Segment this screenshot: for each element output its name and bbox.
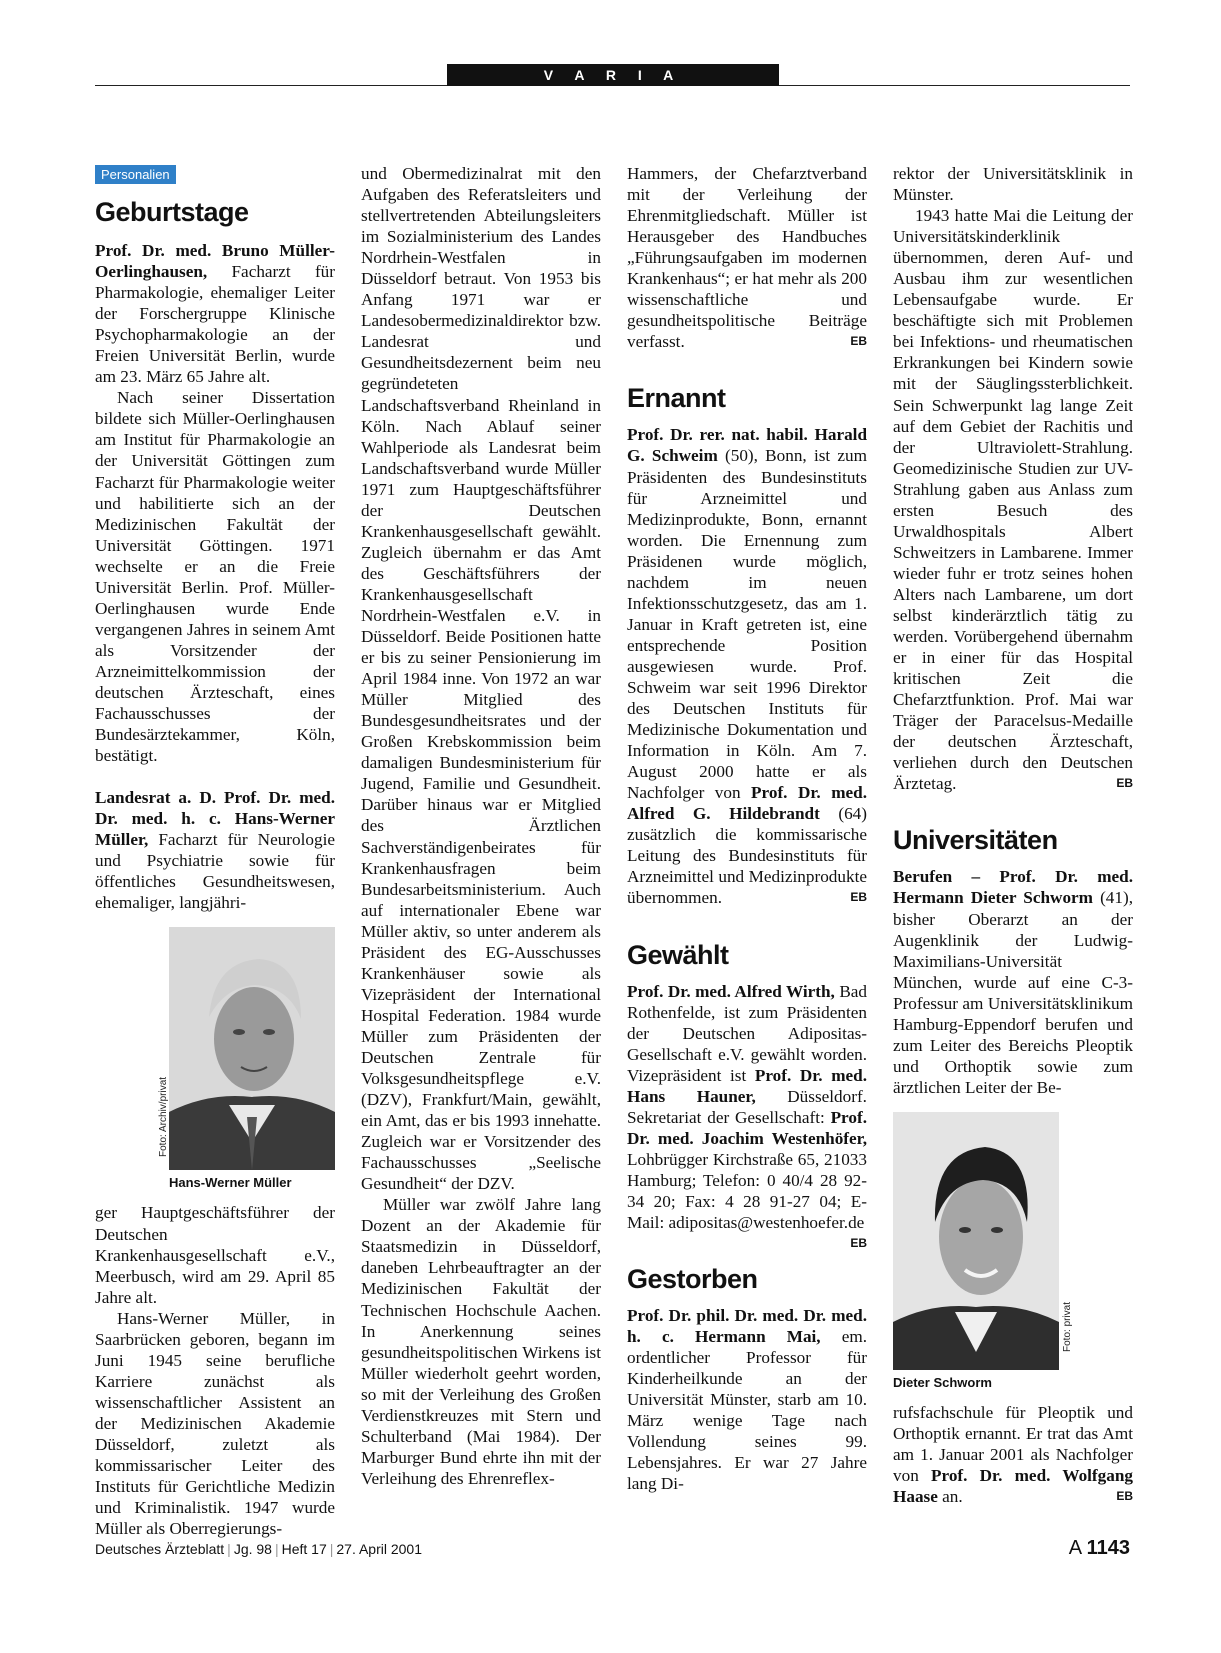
paragraph <box>95 787 335 913</box>
portrait-dieter-schworm <box>893 1112 1073 1392</box>
paragraph <box>627 163 867 352</box>
paragraph-text: an. <box>937 1487 963 1507</box>
heading-gestorben: Gestorben <box>627 1264 758 1295</box>
author-initials: EB <box>850 334 867 349</box>
paragraph <box>627 981 868 1251</box>
column-4 <box>893 163 1133 1507</box>
author-initials: EB <box>1116 1489 1133 1504</box>
paragraph-text: Lohbrügger Kirchstraße 65, 21033 Hamburg; Telefon: 0 40/4 28 92-34 20; Fax: 4 28 91-27 04; E-Mail: adipositas@westenhoefer.de <box>627 1149 867 1233</box>
paragraph-text: 1943 hatte Mai die Leitung der Universitätskinderklinik übernommen, deren Auf- und Ausbau ihm zur wesentlichen Lebensaufgabe wurde. Er beschäftigte sich mit Problemen bei Infektions- und rheumatischen Erkrankungen bei Kindern sowie mit der Säuglingssterblichkeit. Sein Schwerpunkt lag lange Zeit auf dem Gebiet der Rachitis und der Ultraviolett-Strahlung. Geomedizinische Studien zur UV-Strahlung gaben aus Anlass zum ersten Besuch des Urwaldhospitals Albert Schweitzers in Lambarene. Immer wieder fuhr er trotz seines hohen Alters nach Lambarene, um dort selbst kinderärztlich tätig zu werden. Vorübergehend übernahm er in einer für das Hospital kritischen Zeit die Chefarztfunktion. Prof. Mai war Träger der Paracelsus-Medaille der deutschen Ärzteschaft, verliehen durch den Deutschen Ärztetag. <box>893 206 1133 794</box>
paragraph <box>893 1402 1133 1507</box>
page-prefix: A <box>1068 1537 1082 1559</box>
paragraph: Müller war zwölf Jahre lang Dozent an der Akademie für Staatsmedizin in Düsseldorf, daneben Lehrbeauftragter an der Medizinischen Fakultät der Technischen Hochschule Aachen. In Anerkennung seines gesundheitspolitischen Wirkens ist Müller wiederholt geehrt worden, so mit der Verleihung des Großen Verdienstkreuzes mit Stern und Schulterband (Mai 1984). Der Marburger Bund ehrte ihn mit der Verleihung des Ehrenreflex- <box>361 1195 601 1488</box>
column-3 <box>627 163 867 1494</box>
photo-credit: Foto: privat <box>1062 1301 1073 1352</box>
person-name: Prof. Dr. phil. Dr. med. Dr. med. h. c. Hermann Mai, <box>627 1306 867 1347</box>
heading-geburtstage: Geburtstage <box>95 197 249 227</box>
paragraph-text: Facharzt für Pharmakologie, ehemaliger Leiter der Forschergruppe Klinische Psychopharmakologie an der Freien Universität Berlin, wurde am 23. März 65 Jahre alt. <box>95 262 335 387</box>
portrait-hans-werner-mueller <box>158 927 335 1192</box>
paragraph <box>627 1305 867 1494</box>
paragraph-text: rufsfachschule für Pleoptik und Orthoptik ernannt. Er trat das Amt am 1. Januar 2001 als Nachfolger von <box>893 1402 1133 1486</box>
paragraph-text: Hammers, der Chefarztverband mit der Verleihung der Ehrenmitgliedschaft. Müller ist Herausgeber des Handbuches „Führungsaufgaben im modernen Krankenhaus“; er hat mehr als 200 wissenschaftliche und gesundheitspolitische Beiträge verfasst. <box>627 164 867 352</box>
person-name: Prof. Dr. rer. nat. habil. Harald G. Schweim <box>627 425 867 466</box>
issue: Heft 17 <box>281 1541 327 1557</box>
heading-ernannt: Ernannt <box>627 383 726 414</box>
section-label: V A R I A <box>447 64 779 86</box>
volume: Jg. 98 <box>233 1541 272 1557</box>
category-tag: Personalien <box>95 165 176 184</box>
author-initials: EB <box>850 890 867 905</box>
photo-caption: Dieter Schworm <box>893 1374 992 1390</box>
heading-universitaeten: Universitäten <box>893 825 1058 856</box>
author-initials: EB <box>1116 776 1133 791</box>
paragraph: Hans-Werner Müller, in Saarbrücken geboren, begann im Juni 1945 seine berufliche Karriere zunächst als wissenschaftlicher Assistent an der Medizinischen Akademie Düsseldorf, zuletzt als kommissarischer Leiter des Instituts für Gerichtliche Medizin und Kriminalistik. 1947 wurde Müller als Oberregierungs- <box>95 1308 335 1539</box>
separator: | <box>274 1541 279 1557</box>
paragraph-text: (50), Bonn, ist zum Präsidenten des Bundesinstituts für Arzneimittel und Medizinprodukte, Bonn, ernannt worden. Die Ernennung zum Präsidenen wurde möglich, nachdem im neuen Infektionsschutzgesetz, das am 1. Januar in Kraft getreten ist, eine entsprechende Position ausgewiesen wurde. Prof. Schweim war seit 1996 Direktor des Deutschen Instituts für Medizinische Dokumentation und Information in Köln. Am 7. August 2000 hatte er als Nachfolger von <box>627 446 867 803</box>
paragraph: rektor der Universitätsklinik in Münster. <box>893 164 1133 205</box>
paragraph-text: Düsseldorf. Sekretariat der Gesellschaft: <box>627 1086 867 1127</box>
paragraph: und Obermedizinalrat mit den Aufgaben des Referatsleiters und stellvertretenden Abteilungsleiters im Sozialministerium des Landes Nordrhein-Westfalen in Düsseldorf betraut. Von 1953 bis Anfang 1971 war er Landesobermedizinaldirektor bzw. Landesrat und Gesundheitsdezernent beim neu gegründeteten Landschaftsverband Rheinland in Köln. Nach Ablauf seiner Wahlperiode als Landesrat beim Landschaftsverband wurde Müller 1971 zum Hauptgeschäftsführer der Deutschen Krankenhausgesellschaft gewählt. Zugleich übernahm er das Amt des Geschäftsführers der Krankenhausgesellschaft Nordrhein-Westfalen e.V. in Düsseldorf. Beide Positionen hatte er bis zu seiner Pensionierung im April 1984 inne. Von 1972 an war Müller Mitglied des Bundesgesundheitsrates und der Großen Krebskommission beim damaligen Bundesministerium für Jugend, Familie und Gesundheit. Darüber hinaus war er Mitglied des Ärztlichen Sachverständigenbeirates für Krankenhausfragen beim Bundesarbeitsministerium. Auch auf internationaler Ebene war Müller aktiv, so unter anderem als Präsident des EG-Ausschusses Krankenhäuser sowie als Vizepräsident der International Hospital Federation. 1984 wurde Müller zum Präsidenten der Deutschen Zentrale für Volksgesundheitspflege e.V. (DZV), Frankfurt/Main, gewählt, ein Amt, das er bis 1993 innehatte. Zugleich war er Vorsitzender des Fachausschusses „Seelische Gesundheit“ der DZV. <box>361 164 601 1194</box>
photo-caption: Hans-Werner Müller <box>169 1175 292 1191</box>
column-2 <box>361 163 601 1489</box>
journal-name: Deutsches Ärzteblatt <box>95 1541 225 1557</box>
paragraph-text: Facharzt für Neurologie und Psychiatrie sowie für öffentliches Gesundheitswesen, ehemaliger, langjähri- <box>95 830 335 913</box>
person-name: Prof. Dr. med. Bruno Müller-Oerlinghausen, <box>95 241 335 282</box>
person-name: Prof. Dr. med. Joachim Westenhöfer, <box>627 1107 867 1148</box>
photo-credit: Foto: Archiv/privat <box>158 1077 169 1158</box>
person-name: Prof. Dr. med. Wolfgang Haase <box>893 1466 1133 1507</box>
paragraph-text: (64) zusätzlich die kommissarische Leitung des Bundesinstituts für Arzneimittel und Medizinprodukte übernommen. <box>627 804 867 908</box>
issue-date: 27. April 2001 <box>336 1541 422 1557</box>
separator: | <box>227 1541 231 1557</box>
footer-journal-info <box>95 1541 422 1557</box>
page-number-value: 1143 <box>1086 1537 1130 1559</box>
paragraph: ger Hauptgeschäftsführer der Deutschen Krankenhausgesellschaft e.V., Meerbusch, wird am 29. April 85 Jahre alt. <box>95 1203 335 1307</box>
portrait-illustration <box>169 927 335 1170</box>
paragraph-text: Bad Rothenfelde, ist zum Präsidenten der Deutschen Adipositas-Gesellschaft e.V. gewählt worden. Vizepräsident ist <box>627 981 868 1085</box>
page-number <box>1069 1537 1130 1560</box>
paragraph <box>893 866 1133 1098</box>
portrait-photo <box>893 1112 1059 1370</box>
portrait-photo <box>169 927 335 1170</box>
paragraph-text: em. ordentlicher Professor für Kinderheilkunde an der Universität Münster, starb am 10. März wenige Tage nach Vollendung seines 99. Lebensjahres. Er war 27 Jahre lang Di- <box>627 1327 867 1494</box>
paragraph-text: (41), bisher Oberarzt an der Augenklinik der Ludwig-Maximilians-Universität München, wurde auf eine C-3-Professur am Universitätsklinikum Hamburg-Eppendorf berufen und zum Leiter des Bereichs Pleoptik und Orthoptik sowie zum ärztlichen Leiter der Be- <box>893 888 1134 1097</box>
author-initials: EB <box>850 1236 867 1251</box>
person-name: Berufen – Prof. Dr. med. Hermann Dieter Schworm <box>893 867 1133 908</box>
paragraph <box>893 205 1133 794</box>
person-name: Prof. Dr. med. Alfred Wirth, <box>627 981 835 1001</box>
person-name: Prof. Dr. med. Hans Hauner, <box>627 1065 867 1106</box>
heading-gewaehlt: Gewählt <box>627 939 729 970</box>
portrait-illustration <box>893 1112 1059 1370</box>
person-name: Landesrat a. D. Prof. Dr. med. Dr. med. h. c. Hans-Werner Müller, <box>95 788 335 850</box>
person-name: Prof. Dr. med. Alfred G. Hildebrandt <box>627 783 867 824</box>
paragraph <box>95 240 335 387</box>
paragraph <box>627 424 867 908</box>
paragraph: Nach seiner Dissertation bildete sich Müller-Oerlinghausen am Institut für Pharmakologie an der Universität Göttingen zum Facharzt für Pharmakologie weiter und habilitierte sich an der Medizinischen Fakultät der Universität Göttingen. 1971 wechselte er an die Freie Universität Berlin. Prof. Müller-Oerlinghausen wurde Ende vergangenen Jahres in seinem Amt als Vorsitzender der Arzneimittelkommission der deutschen Ärzteschaft, eines Fachausschusses der Bundesärztekammer, Köln, bestätigt. <box>95 388 335 766</box>
separator: | <box>329 1541 334 1557</box>
column-1 <box>95 163 335 1539</box>
